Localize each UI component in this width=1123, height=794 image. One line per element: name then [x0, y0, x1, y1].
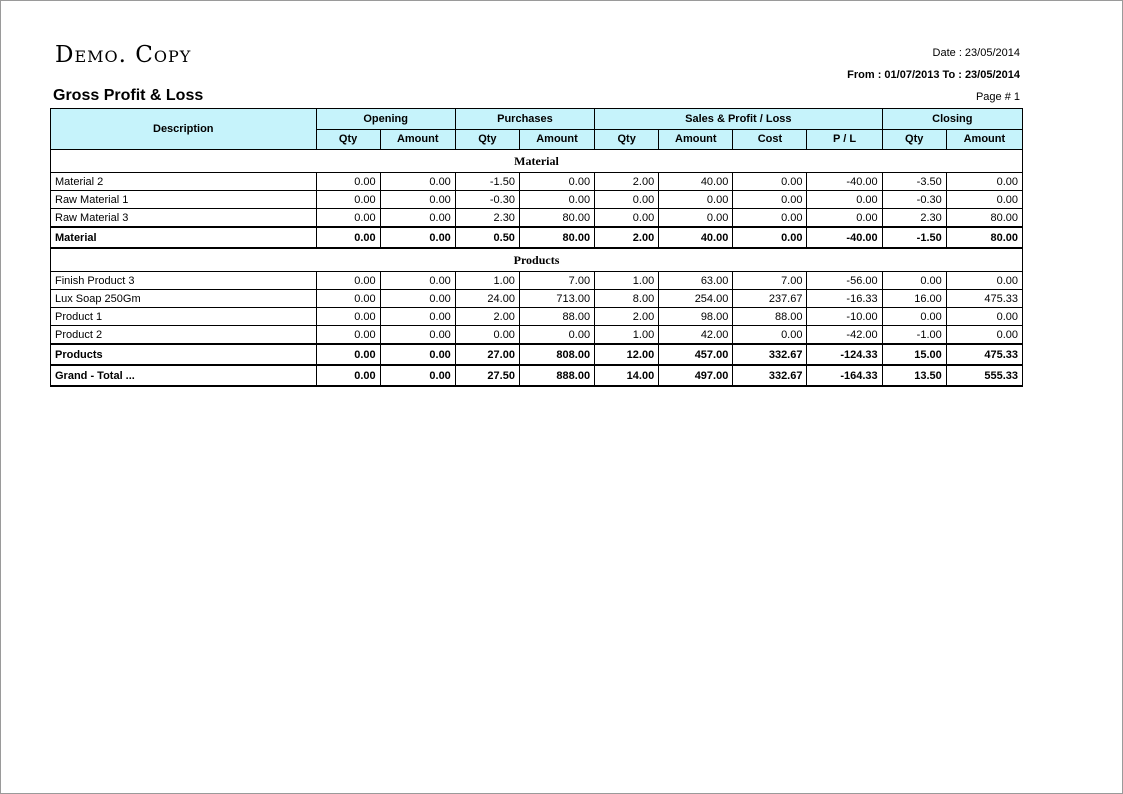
section-total-row	[51, 344, 1023, 365]
cell-value: 332.67	[733, 344, 807, 365]
cell-value: 2.00	[455, 308, 519, 326]
cell-value: 27.50	[455, 365, 519, 386]
section-title: Material	[51, 150, 1023, 173]
table-row	[51, 272, 1023, 290]
cell-value: 332.67	[733, 365, 807, 386]
cell-value: 497.00	[659, 365, 733, 386]
cell-value: 0.00	[946, 326, 1022, 345]
cell-value: 1.00	[595, 326, 659, 345]
cell-value: 0.00	[733, 227, 807, 248]
cell-value: 12.00	[595, 344, 659, 365]
cell-value: 0.00	[316, 326, 380, 345]
cell-value: 0.00	[946, 173, 1022, 191]
cell-description: Raw Material 1	[51, 191, 317, 209]
cell-value: -1.50	[455, 173, 519, 191]
report-date: Date : 23/05/2014	[932, 47, 1020, 59]
page-number: Page # 1	[975, 91, 1020, 103]
grand-total-row	[51, 365, 1023, 386]
cell-value: 0.00	[455, 326, 519, 345]
cell-description: Lux Soap 250Gm	[51, 290, 317, 308]
cell-value: 2.30	[455, 209, 519, 228]
header-closing-amount: Amount	[946, 129, 1022, 150]
cell-value: -164.33	[807, 365, 882, 386]
cell-value: 808.00	[519, 344, 594, 365]
header-purchases: Purchases	[455, 109, 594, 130]
cell-value: 0.00	[380, 344, 455, 365]
cell-value: 555.33	[946, 365, 1022, 386]
cell-value: 0.00	[659, 209, 733, 228]
cell-value: -0.30	[882, 191, 946, 209]
header-sales: Sales & Profit / Loss	[595, 109, 883, 130]
cell-value: -40.00	[807, 227, 882, 248]
cell-value: 0.00	[316, 290, 380, 308]
cell-value: -16.33	[807, 290, 882, 308]
header-purchases-amount: Amount	[519, 129, 594, 150]
header-sales-qty: Qty	[595, 129, 659, 150]
section-header-row	[51, 248, 1023, 272]
cell-value: 0.00	[380, 290, 455, 308]
cell-value: -56.00	[807, 272, 882, 290]
cell-value: 2.00	[595, 227, 659, 248]
cell-value: 0.00	[733, 326, 807, 345]
table-row	[51, 209, 1023, 228]
cell-value: 13.50	[882, 365, 946, 386]
table-row	[51, 326, 1023, 345]
cell-value: 40.00	[659, 227, 733, 248]
cell-value: 1.00	[595, 272, 659, 290]
cell-value: 0.00	[946, 308, 1022, 326]
header-description: Description	[51, 109, 317, 150]
cell-description: Product 1	[51, 308, 317, 326]
cell-value: 0.00	[316, 209, 380, 228]
cell-value: -1.00	[882, 326, 946, 345]
header-sales-pl: P / L	[807, 129, 882, 150]
cell-value: 475.33	[946, 344, 1022, 365]
cell-value: 42.00	[659, 326, 733, 345]
cell-value: 0.00	[380, 227, 455, 248]
date-range: From : 01/07/2013 To : 23/05/2014	[847, 69, 1020, 81]
cell-value: 0.00	[380, 326, 455, 345]
cell-value: 80.00	[946, 209, 1022, 228]
section-total-row	[51, 227, 1023, 248]
cell-value: 0.00	[946, 272, 1022, 290]
header-purchases-qty: Qty	[455, 129, 519, 150]
cell-value: 713.00	[519, 290, 594, 308]
header-opening-amount: Amount	[380, 129, 455, 150]
cell-value: 0.00	[380, 365, 455, 386]
cell-value: 0.00	[316, 344, 380, 365]
cell-value: 7.00	[519, 272, 594, 290]
cell-description: Raw Material 3	[51, 209, 317, 228]
cell-value: 14.00	[595, 365, 659, 386]
header-opening: Opening	[316, 109, 455, 130]
cell-value: 0.00	[807, 209, 882, 228]
cell-value: 0.00	[882, 272, 946, 290]
cell-value: 2.30	[882, 209, 946, 228]
cell-value: 0.00	[807, 191, 882, 209]
cell-value: 24.00	[455, 290, 519, 308]
cell-value: 0.00	[733, 209, 807, 228]
cell-value: 0.00	[519, 173, 594, 191]
report-table	[50, 108, 1023, 387]
cell-value: -10.00	[807, 308, 882, 326]
cell-value: 2.00	[595, 308, 659, 326]
cell-value: -0.30	[455, 191, 519, 209]
cell-value: -40.00	[807, 173, 882, 191]
cell-value: 0.00	[380, 191, 455, 209]
cell-value: 16.00	[882, 290, 946, 308]
cell-value: 2.00	[595, 173, 659, 191]
cell-value: 40.00	[659, 173, 733, 191]
cell-value: 63.00	[659, 272, 733, 290]
cell-value: 0.00	[595, 191, 659, 209]
table-row	[51, 290, 1023, 308]
cell-value: 1.00	[455, 272, 519, 290]
cell-value: 457.00	[659, 344, 733, 365]
header-sales-amount: Amount	[659, 129, 733, 150]
cell-value: 88.00	[733, 308, 807, 326]
table-row	[51, 308, 1023, 326]
cell-value: 0.00	[733, 173, 807, 191]
header-sales-cost: Cost	[733, 129, 807, 150]
cell-value: 0.00	[380, 173, 455, 191]
cell-description: Products	[51, 344, 317, 365]
cell-value: 0.00	[380, 209, 455, 228]
cell-value: 0.00	[733, 191, 807, 209]
cell-value: 0.00	[316, 191, 380, 209]
cell-description: Finish Product 3	[51, 272, 317, 290]
cell-value: 0.00	[519, 191, 594, 209]
cell-value: 254.00	[659, 290, 733, 308]
cell-value: 0.00	[380, 308, 455, 326]
table-header	[51, 109, 1023, 150]
cell-description: Grand - Total ...	[51, 365, 317, 386]
table-body	[51, 150, 1023, 387]
cell-value: 0.00	[659, 191, 733, 209]
cell-value: -1.50	[882, 227, 946, 248]
cell-value: 15.00	[882, 344, 946, 365]
section-header-row	[51, 150, 1023, 173]
header-opening-qty: Qty	[316, 129, 380, 150]
cell-value: 0.00	[519, 326, 594, 345]
cell-value: 80.00	[519, 227, 594, 248]
cell-value: 0.00	[316, 308, 380, 326]
header-closing-qty: Qty	[882, 129, 946, 150]
cell-value: 98.00	[659, 308, 733, 326]
cell-value: 7.00	[733, 272, 807, 290]
cell-value: 0.00	[946, 191, 1022, 209]
table-row	[51, 173, 1023, 191]
company-name: Demo. Copy	[55, 42, 192, 68]
cell-value: 27.00	[455, 344, 519, 365]
cell-value: -3.50	[882, 173, 946, 191]
section-title: Products	[51, 248, 1023, 272]
cell-description: Product 2	[51, 326, 317, 345]
cell-value: 888.00	[519, 365, 594, 386]
cell-value: 0.00	[380, 272, 455, 290]
cell-value: 0.00	[316, 365, 380, 386]
cell-value: 0.00	[316, 173, 380, 191]
cell-value: 237.67	[733, 290, 807, 308]
report-title: Gross Profit & Loss	[53, 87, 204, 104]
cell-value: 475.33	[946, 290, 1022, 308]
cell-value: 8.00	[595, 290, 659, 308]
table-row	[51, 191, 1023, 209]
cell-value: 80.00	[946, 227, 1022, 248]
cell-value: 80.00	[519, 209, 594, 228]
cell-value: 0.00	[316, 227, 380, 248]
cell-value: 0.00	[316, 272, 380, 290]
cell-value: 0.00	[595, 209, 659, 228]
cell-description: Material 2	[51, 173, 317, 191]
header-closing: Closing	[882, 109, 1022, 130]
cell-value: 0.00	[882, 308, 946, 326]
cell-value: 88.00	[519, 308, 594, 326]
cell-description: Material	[51, 227, 317, 248]
cell-value: 0.50	[455, 227, 519, 248]
cell-value: -42.00	[807, 326, 882, 345]
cell-value: -124.33	[807, 344, 882, 365]
